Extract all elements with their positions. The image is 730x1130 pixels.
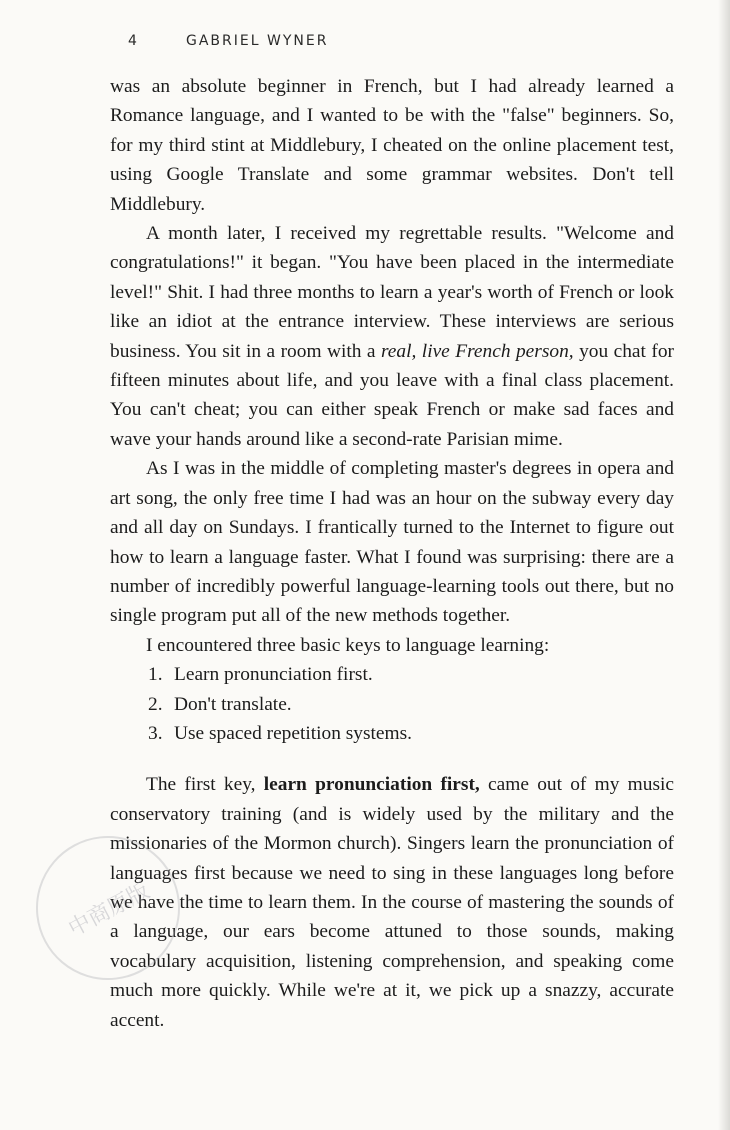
watermark-text: 中商原版 (64, 878, 154, 942)
paragraph-2 (110, 219, 674, 454)
keys-list (110, 660, 674, 748)
list-item-number: 1. (148, 664, 163, 686)
list-item-text: Don't translate. (174, 693, 292, 715)
paragraph-1: was an absolute beginner in French, but I had already learned a Romance language, and I wanted to be with the "false" beginners. So, for my third stint at Middlebury, I cheated on the online placement test, using Google Translate and some grammar websites. Don't tell Middlebury. (110, 76, 674, 215)
paragraph-5-bold: learn pronunciation first, (263, 774, 480, 796)
list-item-number: 3. (148, 722, 163, 744)
list-item (148, 660, 674, 689)
list-item-text: Use spaced repetition systems. (174, 722, 413, 744)
paragraph-5 (110, 770, 674, 1035)
paragraph-2-text-b: you chat for fifteen minutes about life, and you leave with a final class placement. You can't cheat; you can either speak French or make sad faces and wave your hands around like a second-rate Parisian mime. (110, 340, 674, 450)
page-edge-shadow (718, 0, 730, 1130)
page-number: 4 (128, 33, 139, 49)
paragraph-2-text-a: A month later, I received my regrettable results. "Welcome and congratulations!" it began. "You have been placed in the intermediate level!" Shit. I had three months to learn a year's worth of French or look like an idiot at the entrance interview. These interviews are serious business. You sit in a room with a (110, 223, 674, 362)
paragraph-4: I encountered three basic keys to language learning: (146, 634, 550, 656)
list-item-text: Learn pronunciation first. (174, 664, 373, 686)
author-name: GABRIEL WYNER (186, 33, 329, 49)
paragraph-2-emphasis: real, live French person, (380, 340, 574, 362)
paragraph-5-text-b: came out of my music conservatory training (and is widely used by the military and the missionaries of the Mormon church). Singers learn the pronunciation of languages first because we need to sing in these languages long before we have the time to learn them. In the course of mastering the sounds of a language, our ears become attuned to those sounds, making vocabulary acquisition, listening comprehension, and speaking come much more quickly. While we're at it, we pick up a snazzy, accurate accent. (110, 774, 674, 1031)
body-text (110, 72, 674, 1035)
list-item (148, 719, 674, 748)
list-item-number: 2. (148, 693, 163, 715)
paragraph-5-text-a: The first key, (146, 774, 264, 796)
list-item (148, 690, 674, 719)
paragraph-3: As I was in the middle of completing master's degrees in opera and art song, the only free time I had was an hour on the subway every day and all day on Sundays. I frantically turned to the Internet to figure out how to learn a language faster. What I found was surprising: there are a number of incredibly powerful language-learning tools out there, but no single program put all of the new methods together. (110, 458, 674, 627)
running-header (128, 33, 328, 49)
